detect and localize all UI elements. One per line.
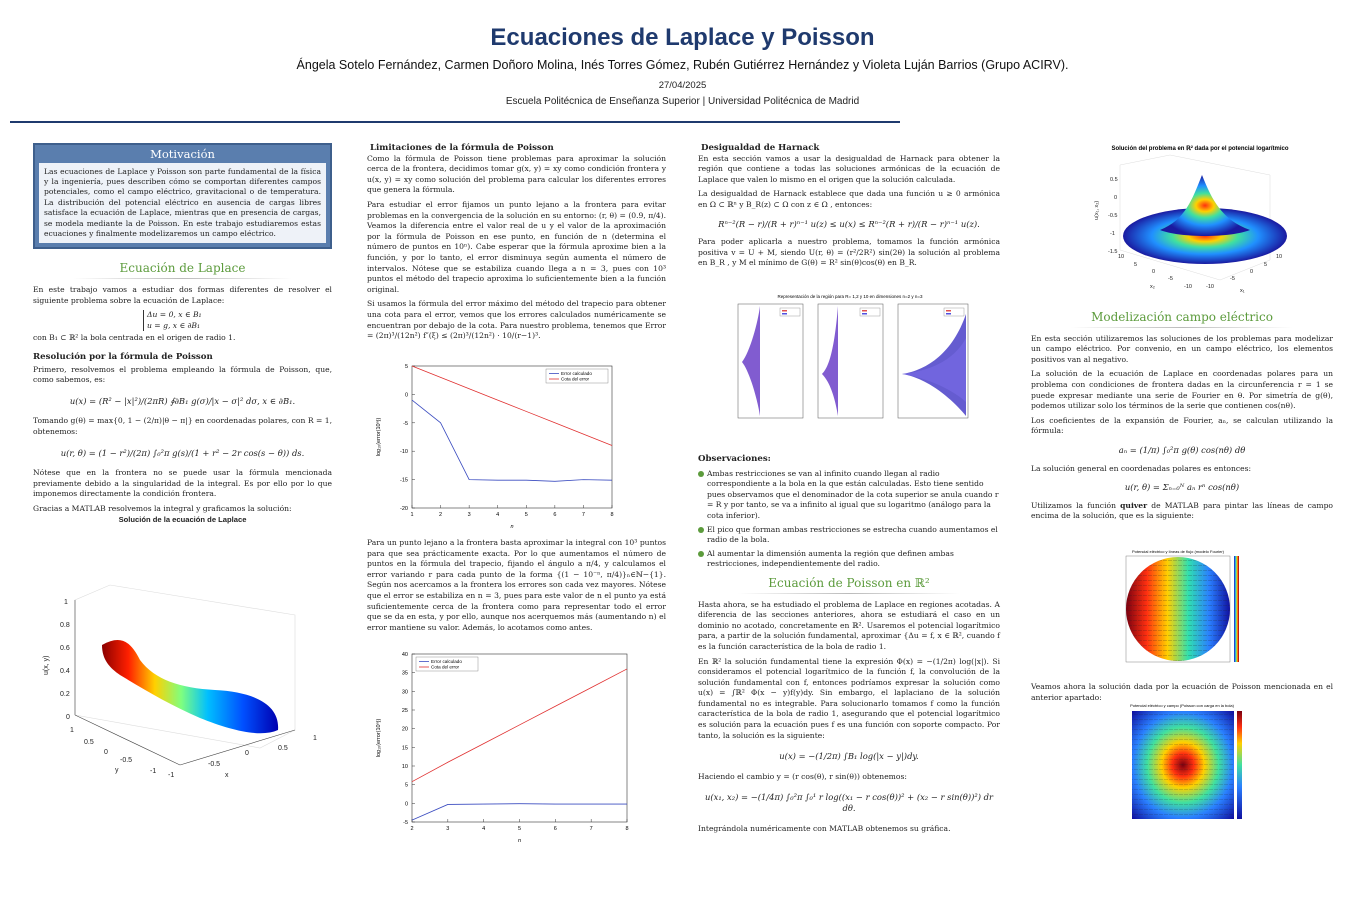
laplace-eq2: u = g, x ∈ ∂B₁ — [147, 320, 201, 330]
y-tick-label: 20 — [401, 726, 408, 733]
x-tick: 1 — [313, 735, 317, 742]
lim-p4: Para un punto lejano a la frontera basta aproximar la integral con 10³ puntos para que sea prácticamente exacta. Por lo que aumentamos el número de puntos en la fórmula del trapecio, fijando el ángulo a π/4, y calculamos el error variando r para cada punto de la forma {(1 − 10⁻ⁿ, π/4)}ₙ∈ℕ−{1}. Según nos acercamos a la frontera los errores son cada vez mayores. Nótese que el error se estabiliza en n = 3, pues para este valor de n el punto ya está suficientemente cerca de la frontera como para representar todo el error que se da en esta, y por ello, aunque nos acerquemos más (aumentando n) el error mantiene su valor. Además, lo acotamos como antes. — [367, 538, 666, 632]
harnack-title: Desigualdad de Harnack — [701, 143, 820, 153]
model-eq2: u(r, θ) = Σₙ₌₀ᴺ aₙ rⁿ cos(nθ) — [1124, 482, 1240, 493]
y-tick-label: -20 — [400, 506, 408, 512]
poisson-eq2: u(x₁, x₂) = −(1/4π) ∫₀²π ∫₀¹ r log((x₁ − r cos(θ))² + (x₂ − r sin(θ))²) dr dθ. — [704, 792, 994, 814]
x-tick: 0 — [1250, 269, 1254, 275]
field2-title: Potencial eléctrico y campo (Poisson con carga en la bola) — [1130, 703, 1234, 708]
z-tick: 0.8 — [60, 622, 70, 629]
z-tick: 0.4 — [60, 668, 70, 675]
poisson-p2: En ℝ² la solución fundamental tiene la expresión Φ(x) = −(1/2π) log(|x|). Si consideramos el potencial logarítmico de la función f, la convolución de la solución fundamental con f, entonces podríamos expresar la solución como u(x) = ∫ℝ² Φ(x − y)f(y)dy. Sin embargo, el laplaciano de la solución fundamental no es integrable. Para solucionarlo tomamos f como la función característica de la bola de radio 1, asegurando que el potencial logarítmico es solución para la ecuación pues f es una función con soporte compacto. Por tanto, la solución es la siguiente: — [698, 656, 1000, 740]
laplace-title: Ecuación de Laplace — [119, 261, 246, 276]
column-2-bottom — [367, 538, 666, 637]
poisson-title: Ecuación de Poisson en ℝ² — [768, 575, 930, 590]
z-tick: -0.5 — [1108, 213, 1118, 219]
harnack-fig-title: Representación de la región para R= 1,2 y 10 en dimensiones n=2 y n=3 — [777, 294, 923, 299]
legend-label: Cota del error — [431, 664, 460, 670]
legend-label: Error calculado — [431, 659, 462, 664]
column-2 — [367, 143, 666, 346]
motivacion-title: Motivación — [150, 147, 215, 161]
z-tick: 0.6 — [60, 645, 70, 652]
x-tick-label: 7 — [589, 826, 593, 832]
obs-item — [698, 469, 1000, 522]
model-eq1: aₙ = (1/π) ∫₀²π g(θ) cos(nθ) dθ — [1118, 444, 1246, 455]
date: 27/04/2025 — [658, 80, 707, 91]
y-tick: 0 — [1152, 269, 1156, 275]
y-tick-label: 15 — [401, 745, 408, 752]
z-tick: 0 — [66, 714, 70, 721]
x-tick-label: 8 — [610, 512, 614, 518]
resol-eq1: u(x) = (R² − |x|²)/(2πR) ∮∂B₁ g(σ)/|x − σ|² dσ, x ∈ ∂B₁. — [69, 395, 296, 406]
plot-area — [412, 366, 612, 508]
y-tick: -0.5 — [120, 757, 133, 764]
harnack-panel-2 — [818, 304, 883, 418]
y-tick: -1 — [150, 768, 157, 775]
column-1 — [33, 143, 332, 525]
y-tick-label: 30 — [401, 689, 408, 696]
y-tick: -5 — [1168, 276, 1173, 282]
y-tick-label: -5 — [403, 420, 408, 427]
y-tick-label: 35 — [401, 670, 408, 677]
z-tick: -1 — [1110, 231, 1115, 237]
column-4 — [1031, 306, 1333, 526]
resol-p3: Nótese que en la frontera no se puede usar la fórmula mencionada previamente debido a la singularidad de la integral. Es por ello por lo que imponemos directamente la condición frontera. — [33, 468, 332, 499]
surface — [102, 640, 278, 733]
legend-label: Error calculado — [561, 371, 592, 376]
resol-title: Resolución por la fórmula de Poisson — [33, 352, 213, 362]
plot-area — [412, 654, 627, 822]
harnack-panel-3 — [898, 304, 968, 418]
lim-p1: Como la fórmula de Poisson tiene problemas para aproximar la solución cerca de la frontera, decidimos tomar g(x, y) = xy como condición frontera y u(x, y) = xy como solución del problema para calcular los diferentes errores que genera la fórmula. — [367, 153, 666, 195]
model-p5-a: Utilizamos la función — [1031, 500, 1121, 510]
y-axis-label: x₂ — [1150, 284, 1155, 290]
laplace-p2: con B₁ ⊂ ℝ² la bola centrada en el origen de radio 1. — [33, 333, 236, 343]
x-axis-label: n — [517, 838, 522, 844]
obs-text: El pico que forman ambas restricciones se estrecha cuando aumentamos el radio de la bola. — [707, 524, 998, 545]
x-axis-label: n — [510, 524, 514, 530]
poster-title: Ecuaciones de Laplace y Poisson — [490, 24, 875, 51]
obs-text: Al aumentar la dimensión aumenta la región que definen ambas restricciones, independientemente del radio. — [707, 548, 954, 569]
z-axis-label: u(x, y) — [43, 655, 50, 675]
divider — [73, 278, 292, 279]
model-p5 — [1031, 501, 1333, 522]
y-tick: 5 — [1134, 262, 1138, 268]
field1-title: Potencial eléctrico y líneas de flujo (modelo Fourier) — [1131, 549, 1225, 554]
z-tick: 1 — [64, 599, 68, 606]
y-tick-label: -10 — [400, 449, 408, 456]
x-tick-label: 3 — [467, 512, 471, 518]
y-tick-label: 0 — [404, 801, 408, 808]
model-p1: En esta sección utilizaremos las soluciones de los problemas para modelizar un campo eléctrico. Por convenio, en un campo eléctrico, los elementos positivos van al negativo. — [1031, 333, 1333, 364]
y-tick-label: -5 — [403, 820, 408, 826]
y-axis-label: log₁₀(error(10ⁿ)) — [376, 417, 382, 457]
divider — [738, 593, 960, 594]
obs-item — [698, 549, 1000, 570]
field2-colorbar — [1237, 711, 1242, 819]
field1-arrows — [1126, 557, 1230, 661]
poisson-surface-plot — [1090, 140, 1310, 298]
model-title: Modelización campo eléctrico — [1091, 310, 1273, 324]
fig1-title: Solución de la ecuación de Laplace — [118, 514, 247, 524]
x-tick-label: 6 — [553, 826, 557, 832]
x-tick-label: 7 — [581, 512, 585, 518]
resol-p2: Tomando g(θ) = max{0, 1 − (2/π)|θ − π|} en coordenadas polares, con R = 1, obtenemos: — [33, 416, 332, 436]
x-tick: -0.5 — [208, 761, 221, 768]
y-tick-label: 0 — [404, 392, 408, 399]
x-tick: -10 — [1206, 284, 1214, 290]
x-tick: 0.5 — [278, 745, 288, 752]
y-tick: 0 — [104, 749, 108, 756]
x-tick-label: 3 — [446, 826, 450, 832]
field-plot-2 — [1124, 702, 1246, 830]
laplace-eq1: Δu = 0, x ∈ B₁ — [147, 310, 202, 320]
harnack-p1: En esta sección vamos a usar la desigualdad de Harnack para obtener la región que contiene a todas las soluciones armónicas de la ecuación de Laplace que valen lo mismo en el origen que la solución calculada. — [698, 153, 1000, 184]
field1-colorbar — [1234, 556, 1239, 662]
obs-item — [698, 525, 1000, 546]
field-plot-1 — [1118, 548, 1246, 670]
bullet-dot — [698, 471, 704, 477]
y-tick-label: 5 — [404, 782, 408, 789]
harnack-plot — [728, 292, 973, 432]
z-tick: 0.5 — [1110, 177, 1118, 183]
resol-p1: Primero, resolvemos el problema empleando la fórmula de Poisson, que, como sabemos, es: — [33, 364, 332, 385]
model-p6: Veamos ahora la solución dada por la ecuación de Poisson mencionada en el anterior apartado: — [1031, 682, 1333, 702]
x-axis-label: x₁ — [1240, 288, 1245, 294]
institution: Escuela Politécnica de Enseñanza Superior | Universidad Politécnica de Madrid — [505, 96, 860, 107]
x-tick: 10 — [1276, 254, 1283, 260]
z-tick: -1.5 — [1108, 249, 1118, 255]
harnack-eq: Rⁿ⁻²(R − r)/(R + r)ⁿ⁻¹ u(z) ≤ u(x) ≤ Rⁿ⁻²(R + r)/(R − r)ⁿ⁻¹ u(z). — [718, 218, 980, 229]
x-tick-label: 5 — [517, 826, 522, 832]
y-tick-label: 40 — [401, 652, 408, 658]
motivacion-box — [33, 143, 332, 249]
x-axis-label: x — [225, 772, 229, 779]
authors: Ángela Sotelo Fernández, Carmen Doñoro Molina, Inés Torres Gómez, Rubén Gutiérrez Hernández y Violeta Luján Barrios (Grupo ACIRV). — [296, 58, 1069, 72]
x-tick-label: 8 — [625, 826, 629, 832]
y-tick: -10 — [1184, 284, 1192, 290]
x-tick: 0 — [245, 750, 249, 757]
y-tick-label: 5 — [404, 364, 408, 370]
error-chart-2 — [370, 648, 635, 846]
y-tick-label: 10 — [401, 764, 408, 770]
x-tick-label: 2 — [410, 826, 414, 832]
obs-text: Ambas restricciones se van al infinito cuando llegan al radio correspondiente a la bola en la que están calculadas. Esto tiene sentido pues observamos que el denominador de la cota superior se anula cuando r = R y por tanto, se va a infinito al igual que su logaritmo (análogo para la cota inferior). — [707, 468, 999, 520]
z-axis-label: u(x₁, x₂) — [1094, 200, 1100, 220]
harnack-p3: Para poder aplicarla a nuestro problema, tomamos la función armónica positiva v = U + M, siendo U(r, θ) = (r²/2R²) sin(2θ) la solución al problema en B_R , y M el mínimo de G(θ) = R² sin(θ)cos(θ) en B_R. — [698, 237, 1000, 268]
y-tick: 10 — [1118, 254, 1125, 260]
model-p4: La solución general en coordenadas polares es entonces: — [1031, 463, 1252, 473]
poisson-eq1: u(x) = −(1/2π) ∫B₁ log(|x − y|)dy. — [779, 751, 919, 762]
x-tick-label: 2 — [439, 512, 443, 518]
y-tick: 1 — [70, 727, 74, 734]
x-tick-label: 4 — [496, 512, 500, 518]
x-tick: -1 — [168, 772, 175, 779]
poisson-p4: Integrándola numéricamente con MATLAB obtenemos su gráfica. — [698, 823, 951, 833]
legend-label: Cota del error — [561, 376, 590, 382]
laplace-p1: En este trabajo vamos a estudiar dos formas diferentes de resolver el siguiente problema sobre la ecuación de Laplace: — [33, 285, 332, 305]
z-tick: 0 — [1114, 195, 1118, 201]
lim-p3: Si usamos la fórmula del error máximo del método del trapecio para obtener una cota para el error, vemos que los errores calculados numéricamente se encuentran por debajo de la cota. Para nuestro problema, tenemos que Error = (2π)³/(12n²) f″(ξ) ≤ (2π)³/(12n²) · 10/(r−1)³. — [367, 299, 666, 341]
quiver-keyword: quiver — [1120, 500, 1148, 510]
x-tick-label: 4 — [482, 826, 486, 832]
harnack-panel-1 — [738, 304, 803, 418]
lim-p2: Para estudiar el error fijamos un punto lejano a la frontera para evitar problemas en la convergencia de la solución en su entorno: (r, θ) = (0.9, π/4). Veamos la diferencia entre el valor real de u y el valor de la aproximación por la fórmula de Poisson en ese punto, en función de n (determina el número de puntos en 10ⁿ). Cabe esperar que la fórmula aproxime bien a la función, y por lo tanto, el error disminuya según aumenta el número de intervalos. Nótese que se estabiliza cuando llega a n = 3, pues con 10³ puntos el método del trapecio aproxima lo suficientemente bien a la función original. — [367, 199, 666, 294]
lim-title: Limitaciones de la fórmula de Poisson — [370, 143, 554, 153]
bullet-dot — [698, 551, 704, 557]
error-chart-1 — [370, 360, 620, 532]
harnack-p2: La desigualdad de Harnack establece que dada una función u ≥ 0 armónica en Ω ⊂ ℝⁿ y B_R(z) ⊂ Ω con z ∈ Ω , entonces: — [698, 189, 1000, 209]
resol-p4: Gracias a MATLAB resolvemos la integral y graficamos la solución: — [33, 503, 292, 513]
poisson-p1: Hasta ahora, se ha estudiado el problema de Laplace en regiones acotadas. A diferencia de las secciones anteriores, ahora se estudiará el caso en un dominio no acotado, concretamente en ℝ². Usaremos el potencial logarítmico para, a partir de la solución fundamental, aproximar {Δu = f, x ∈ ℝ², cuando f es la función característica de la bola de radio 1. — [698, 599, 1000, 651]
x-tick: -5 — [1230, 276, 1235, 282]
y-tick: 0.5 — [84, 739, 94, 746]
poisson-p3: Haciendo el cambio y = (r cos(θ), r sin(θ)) obtenemos: — [698, 771, 907, 781]
field2-arrows — [1132, 711, 1234, 819]
laplace-system — [143, 310, 332, 331]
x-tick: 5 — [1264, 262, 1268, 268]
bullet-dot — [698, 527, 704, 533]
y-tick-label: -15 — [400, 477, 408, 484]
column-3-bottom — [698, 450, 1000, 838]
x-tick-label: 6 — [553, 512, 557, 518]
model-p3: Los coeficientes de la expansión de Fourier, aₙ, se calculan utilizando la fórmula: — [1031, 415, 1333, 436]
column-3 — [698, 143, 1000, 273]
y-axis-label: y — [115, 767, 119, 774]
model-p2: La solución de la ecuación de Laplace en coordenadas polares para un problema con condiciones de frontera dadas en la circunferencia r = 1 se puede expresar mediante una serie de Fourier en θ. Por simetría de g(θ), podemos utilizar solo los términos de la serie que contienen cos(nθ). — [1031, 369, 1333, 411]
obs-title: Observaciones: — [698, 454, 771, 464]
motivacion-text: Las ecuaciones de Laplace y Poisson son parte fundamental de la física y la ingeniería, pues describen cómo se comportan diferentes campos potenciales, como el campo eléctrico, gravitacional o de temperatura. La distribución del potencial eléctrico en ausencia de cargas libres satisface la ecuación de Laplace, mientras que en presencia de cargas, se modela mediante la de Poisson. En este trabajo estudiaremos estas ecuaciones y finalmente modelizaremos un campo eléctrico. — [39, 163, 326, 244]
y-axis-label: log₁₀(error(10ⁿ)) — [376, 718, 382, 758]
model-p5-c: de MATLAB para pintar las líneas de campo encima de la solución, que es la siguiente: — [1031, 500, 1333, 521]
header-rule — [10, 121, 900, 123]
x-tick-label: 1 — [410, 512, 414, 518]
divider — [1071, 327, 1293, 328]
z-tick: 0.2 — [60, 691, 70, 698]
laplace-surface-plot — [40, 580, 330, 780]
surface-peak — [1160, 175, 1250, 236]
poisson-fig-title: Solución del problema en ℝ² dada por el potencial logarítmico — [1111, 146, 1289, 152]
y-tick-label: 25 — [401, 708, 408, 714]
resol-eq2: u(r, θ) = (1 − r²)/(2π) ∫₀²π g(s)/(1 + r² − 2r cos(s − θ)) ds. — [60, 447, 305, 458]
x-tick-label: 5 — [524, 512, 528, 518]
